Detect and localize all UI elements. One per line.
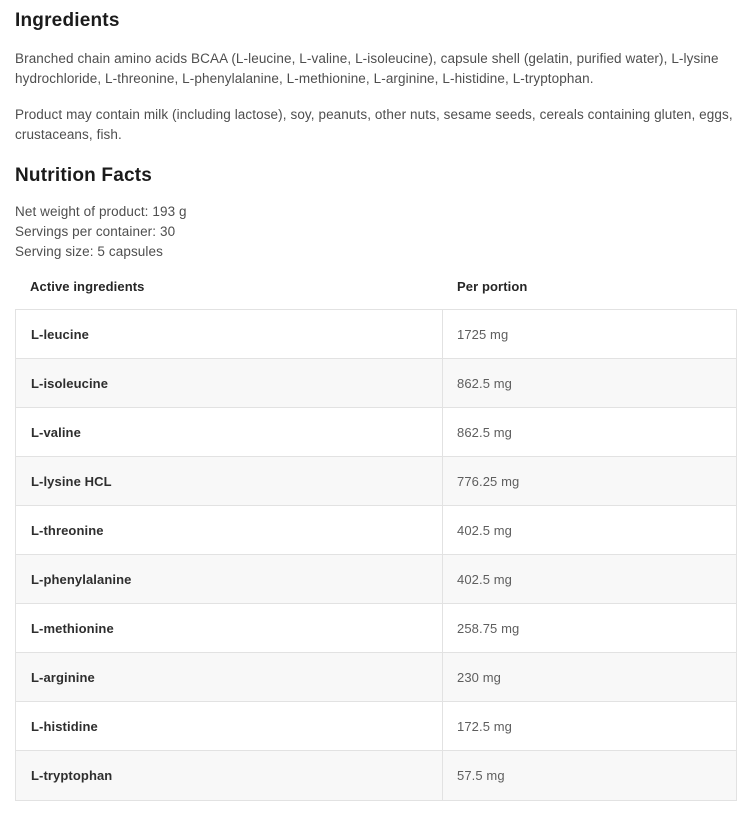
- ingredient-name: L-valine: [16, 408, 443, 456]
- net-weight-line: Net weight of product: 193 g: [15, 204, 187, 219]
- table-row: [16, 702, 736, 751]
- servings-per-container-line: Servings per container: 30: [15, 224, 176, 239]
- ingredient-amount: 862.5 mg: [457, 375, 513, 391]
- table-row: [16, 310, 736, 359]
- column-header-active-ingredients: Active ingredients: [30, 279, 145, 294]
- table-row: [16, 751, 736, 800]
- ingredient-amount: 230 mg: [457, 669, 501, 685]
- column-header-per-portion: Per portion: [457, 279, 528, 294]
- table-row: [16, 457, 736, 506]
- ingredient-name: L-lysine HCL: [16, 457, 443, 505]
- ingredient-amount: 57.5 mg: [457, 768, 505, 783]
- ingredient-amount: 258.75 mg: [457, 620, 520, 636]
- table-row: [16, 506, 736, 555]
- ingredient-name: L-tryptophan: [16, 751, 443, 800]
- nutrition-facts-section: [15, 164, 737, 801]
- ingredient-amount: 402.5 mg: [457, 571, 513, 587]
- ingredient-amount: 1725 mg: [457, 326, 509, 342]
- ingredient-name: L-histidine: [16, 702, 443, 750]
- ingredient-name: L-arginine: [16, 653, 443, 701]
- table-row: [16, 653, 736, 702]
- ingredient-name: L-leucine: [16, 310, 443, 358]
- ingredient-name: L-methionine: [16, 604, 443, 652]
- ingredient-name: L-isoleucine: [16, 359, 443, 407]
- nutrition-table-header: [15, 279, 737, 294]
- table-row: [16, 408, 736, 457]
- nutrition-facts-title: Nutrition Facts: [15, 165, 153, 186]
- allergen-paragraph: Product may contain milk (including lactose), soy, peanuts, other nuts, sesame seeds, cereals containing gluten, eggs, crustaceans, fish.: [15, 107, 733, 142]
- table-row: [16, 604, 736, 653]
- serving-info: [15, 202, 737, 262]
- ingredient-name: L-phenylalanine: [16, 555, 443, 603]
- table-row: [16, 359, 736, 408]
- ingredient-name: L-threonine: [16, 506, 443, 554]
- ingredient-amount: 776.25 mg: [457, 473, 520, 489]
- ingredients-title: Ingredients: [15, 10, 120, 31]
- ingredients-section: [15, 9, 737, 145]
- ingredients-paragraph: Branched chain amino acids BCAA (L-leucine, L-valine, L-isoleucine), capsule shell (gelatin, purified water), L-lysine hydrochloride, L-threonine, L-phenylalanine, L-methionine, L-arginine, L-histidine, L-tryptophan.: [15, 51, 719, 86]
- ingredient-amount: 862.5 mg: [457, 424, 513, 440]
- ingredient-amount: 172.5 mg: [457, 718, 513, 734]
- ingredient-amount: 402.5 mg: [457, 522, 513, 538]
- serving-size-line: Serving size: 5 capsules: [15, 244, 163, 259]
- nutrition-table: [15, 309, 737, 801]
- table-row: [16, 555, 736, 604]
